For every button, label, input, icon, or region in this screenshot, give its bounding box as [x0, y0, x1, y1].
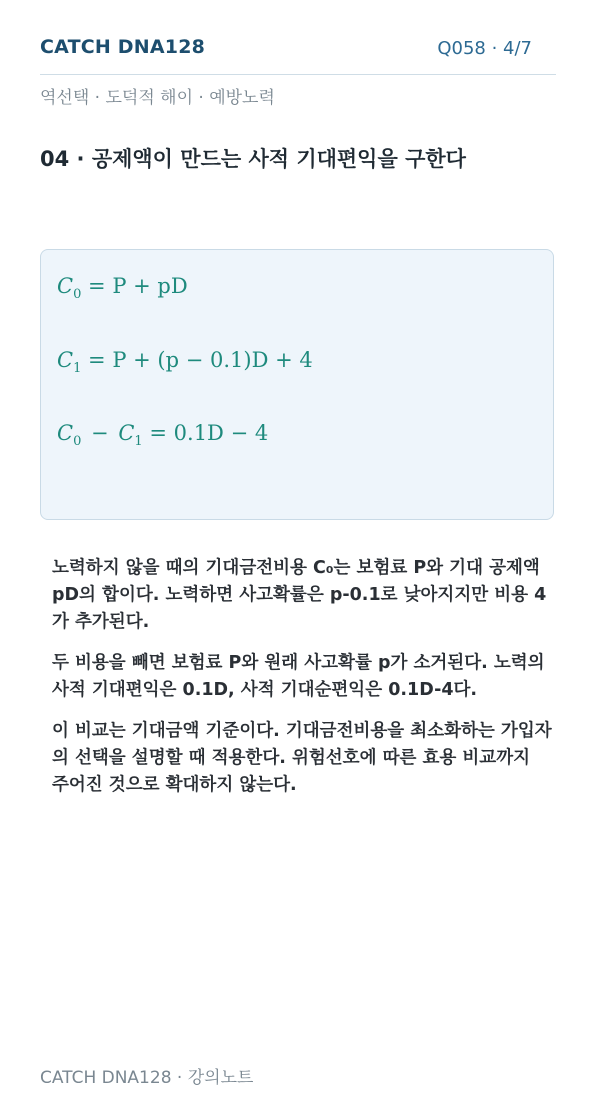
breadcrumb: 역선택 · 도덕적 해이 · 예방노력: [40, 88, 275, 108]
brand-title: CATCH DNA128: [40, 36, 206, 58]
formula-var: C: [57, 348, 74, 372]
formula-var: C: [57, 274, 74, 298]
formula-var: C: [57, 421, 74, 445]
formula-c0: [57, 274, 188, 302]
explanation-paragraph-3: 이 비교는 기대금액 기준이다. 기대금전비용을 최소화하는 가입자의 선택을 설명할 때 적용한다. 위험선호에 따른 효용 비교까지 주어진 것으로 확대하지 않는다.: [52, 721, 552, 795]
formula-difference: [57, 421, 268, 449]
formula-rhs: = 0.1D − 4: [149, 421, 269, 445]
question-progress: Q058 · 4/7: [437, 38, 532, 59]
explanation-paragraph-1: 노력하지 않을 때의 기대금전비용 C₀는 보험료 P와 기대 공제액 pD의 합이다. 노력하면 사고확률은 p-0.1로 낮아지지만 비용 4가 추가된다.: [52, 558, 547, 632]
formula-var: C: [118, 421, 135, 445]
formula-subscript: 1: [73, 361, 82, 377]
page-header: [40, 36, 556, 75]
formula-subscript: 1: [134, 434, 143, 450]
section-title: 04 · 공제액이 만드는 사적 기대편익을 구한다: [40, 147, 466, 171]
formula-minus: −: [91, 421, 109, 445]
formula-subscript: 0: [73, 287, 82, 303]
formula-rhs: = P + (p − 0.1)D + 4: [88, 348, 313, 372]
formula-rhs: = P + pD: [88, 274, 188, 298]
footer-note: CATCH DNA128 · 강의노트: [40, 1068, 254, 1088]
formula-box: [40, 249, 554, 520]
explanation-paragraph-2: 두 비용을 빼면 보험료 P와 원래 사고확률 p가 소거된다. 노력의 사적 기대편익은 0.1D, 사적 기대순편익은 0.1D-4다.: [52, 653, 545, 700]
formula-c1: [57, 348, 313, 376]
formula-subscript: 0: [73, 434, 82, 450]
